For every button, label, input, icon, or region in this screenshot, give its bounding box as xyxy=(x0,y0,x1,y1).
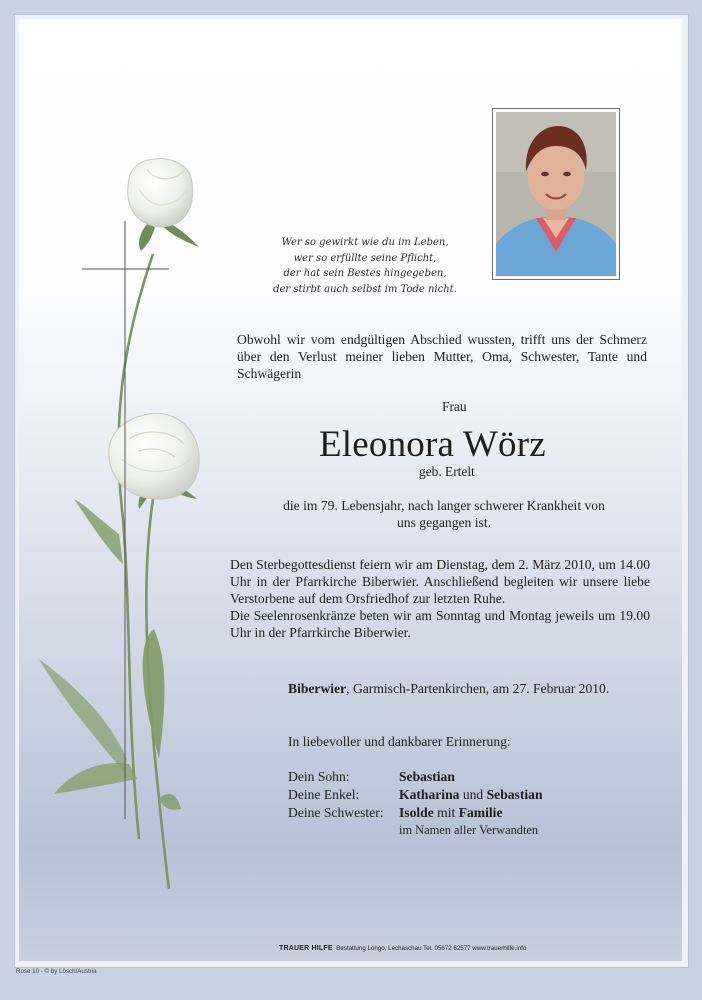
sister-names xyxy=(399,805,502,821)
footer xyxy=(279,945,526,952)
relatives-note: im Namen aller Verwandten xyxy=(399,823,539,837)
son-label: Dein Sohn: xyxy=(288,769,350,784)
footer-brand: TRAUER HILFE xyxy=(279,945,333,952)
obituary-card xyxy=(19,19,682,961)
sister-name: Isolde xyxy=(399,805,434,820)
sister-label: Deine Schwester: xyxy=(288,805,384,820)
salutation: Frau xyxy=(442,399,467,414)
service-details xyxy=(230,556,650,641)
verse-line: der hat sein Bestes hingegeben, xyxy=(283,268,447,279)
verse-line: wer so erfüllte seine Pflicht, xyxy=(293,252,437,264)
card-frame xyxy=(14,14,689,968)
memory-line: In liebevoller und dankbarer Erinnerung: xyxy=(288,734,511,749)
portrait-photo xyxy=(492,108,620,280)
grandchild-name: Katharina xyxy=(399,787,460,802)
image-credit: Rose 10 - © by Lösch/Austria xyxy=(16,968,97,975)
family-word: Familie xyxy=(458,805,503,820)
deceased-name: Eleonora Wörz xyxy=(319,424,546,465)
intro-text: Obwohl wir vom endgültigen Abschied wussten, trifft uns der Schmerz über den Verlust meiner lieben Mutter, Oma, Schwester, Tante und Schwägerin xyxy=(237,332,647,381)
verse-line: Wer so gewirkt wie du im Leben, xyxy=(281,237,449,248)
memorial-verse xyxy=(265,235,465,297)
footer-text: Bestattung Longo, Lechaschau Tel. 05672 62577 www.trauerhilfe.info xyxy=(336,945,527,952)
death-notice: die im 79. Lebensjahr, nach langer schwerer Krankheit von uns gegangen ist. xyxy=(283,498,605,530)
conjunction: mit xyxy=(433,805,459,820)
grandchildren-names xyxy=(399,787,543,803)
place-date xyxy=(288,681,609,697)
place-town: Biberwier xyxy=(288,681,347,696)
son-name: Sebastian xyxy=(399,769,455,784)
grandchild-name: Sebastian xyxy=(486,787,543,802)
place-rest: , Garmisch-Partenkirchen, am 27. Februar 2010. xyxy=(346,681,610,696)
maiden-name: geb. Ertelt xyxy=(419,464,475,479)
funeral-service-text: Den Sterbegottesdienst feiern wir am Dienstag, dem 2. März 2010, um 14.00 Uhr in der Pfarrkirche Biberwier. Anschließend begleiten wir unsere liebe Verstorbene auf dem Orsfriedhof zur letzten Ruhe. xyxy=(230,557,650,606)
grandchildren-label: Deine Enkel: xyxy=(288,787,360,802)
verse-line: der stirbt auch selbst im Tode nicht. xyxy=(273,283,457,295)
rosary-text: Die Seelenrosenkränze beten wir am Sonntag und Montag jeweils um 19.00 Uhr in der Pfarrkirche Biberwier. xyxy=(230,608,650,640)
conjunction: und xyxy=(459,787,487,802)
